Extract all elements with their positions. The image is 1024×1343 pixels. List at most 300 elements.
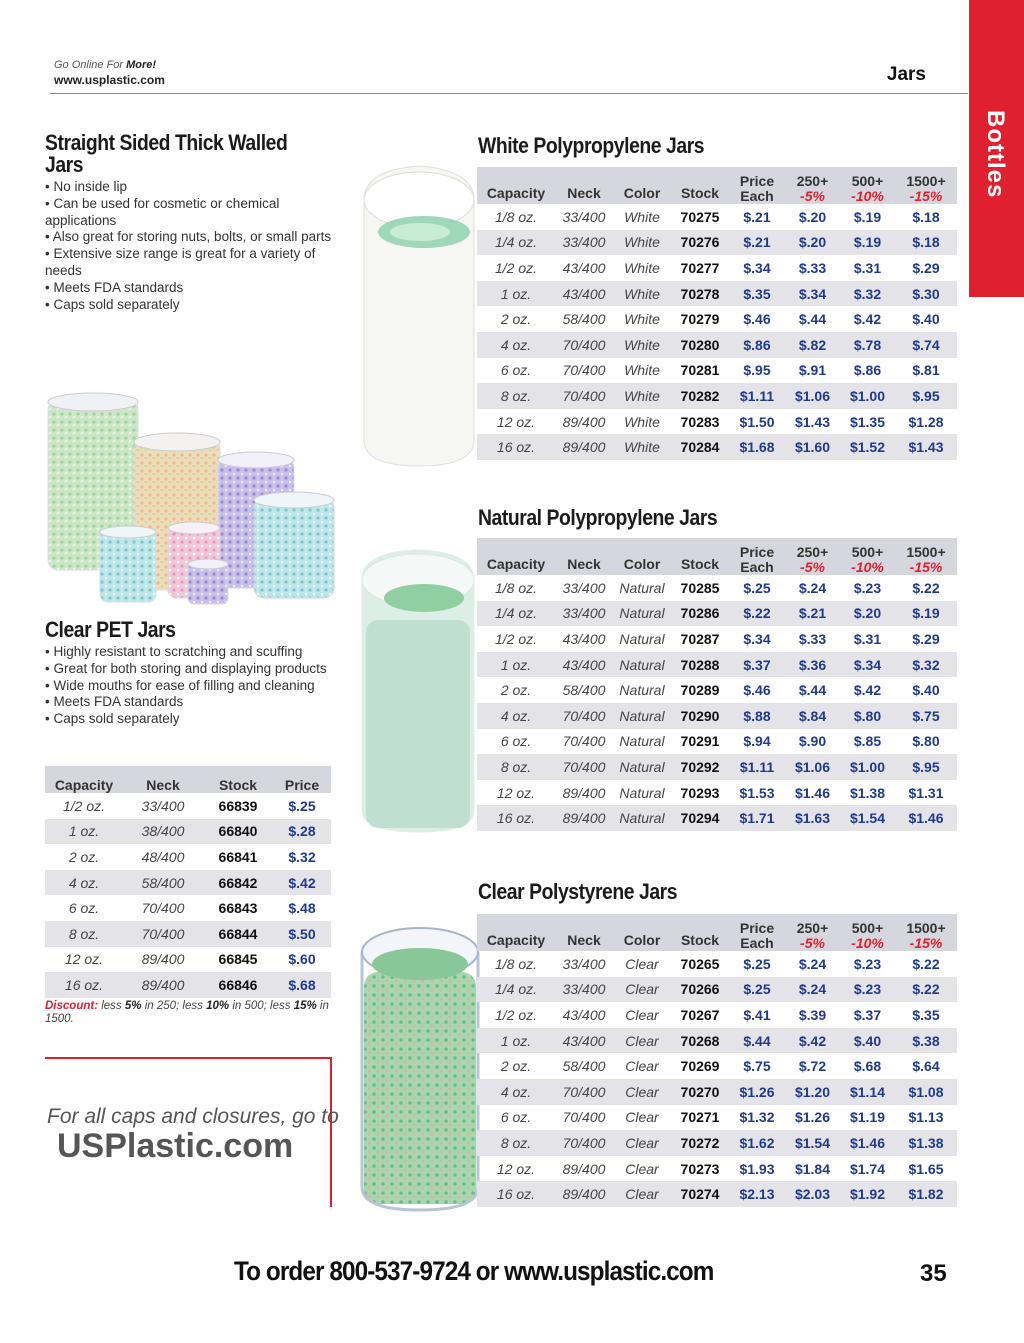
price-500-cell: $.31	[853, 259, 882, 276]
caps-promo-link[interactable]: USPlastic.com	[57, 1127, 294, 1165]
qty-250: 250+	[796, 920, 829, 936]
capacity-cell: 2 oz.	[500, 682, 532, 699]
caps-box-border-right	[330, 1057, 332, 1207]
bullet-item: • Can be used for cosmetic or chemical applications	[45, 195, 280, 228]
neck-cell: 70/400	[141, 900, 185, 917]
qty-500: 500+	[851, 544, 884, 560]
price-250-cell: $.84	[785, 703, 840, 729]
stock-cell: 70286	[671, 601, 729, 627]
price-cell: $.60	[288, 951, 316, 968]
price-1500-cell: $.40	[912, 311, 940, 328]
price-cell: $.48	[288, 900, 316, 917]
stock-cell: 70267	[680, 1006, 720, 1023]
capacity-cell: 1/2 oz.	[494, 1006, 538, 1023]
neck-cell: 43/400	[562, 630, 606, 647]
stock-cell: 70282	[671, 383, 729, 409]
capacity-cell: 1 oz.	[477, 1028, 555, 1054]
neck-cell: 33/400	[555, 601, 613, 627]
price-each-cell: $.25	[743, 579, 771, 596]
price-250-cell: $.33	[798, 259, 827, 276]
white-pp-title: White Polypropylene Jars	[478, 133, 705, 158]
price-each-cell: $1.62	[729, 1130, 785, 1156]
capacity-cell: 12 oz.	[496, 1160, 536, 1177]
price-1500-cell: $.95	[895, 383, 957, 409]
neck-cell: 58/400	[562, 1058, 606, 1075]
neck-cell: 43/400	[555, 281, 613, 307]
price-1500-cell: $.22	[912, 955, 940, 972]
price-250-cell: $1.43	[794, 413, 831, 430]
bullet-item: • No inside lip	[45, 179, 128, 194]
capacity-cell: 6 oz.	[500, 733, 532, 750]
color-cell: Clear	[625, 1109, 659, 1126]
bullet-item: • Extensive size range is great for a variety of needs	[45, 246, 316, 278]
stock-cell: 66839	[218, 797, 258, 814]
header-tagline: Go Online For More!	[54, 59, 157, 71]
table-row	[477, 977, 957, 1003]
neck-cell: 89/400	[555, 1181, 613, 1207]
natural-pp-price-table	[477, 538, 957, 831]
neck-cell: 89/400	[123, 972, 203, 998]
price-500-cell: $.86	[853, 362, 882, 379]
stock-cell: 70293	[680, 784, 720, 801]
color-cell: Clear	[625, 1160, 659, 1177]
col-250	[785, 538, 840, 575]
table-row	[477, 1181, 957, 1207]
qty-1500: 1500+	[906, 173, 946, 189]
capacity-cell: 8 oz.	[45, 921, 123, 947]
price-250-cell: $.20	[785, 230, 840, 256]
col-price-each	[729, 914, 785, 951]
price-each-cell: $1.71	[729, 805, 785, 831]
neck-cell: 70/400	[555, 383, 613, 409]
price-each-cell: $1.53	[739, 784, 775, 801]
table-row	[45, 793, 331, 819]
neck-cell: 89/400	[562, 784, 606, 801]
price-250-cell: $1.06	[785, 383, 840, 409]
capacity-cell: 8 oz.	[477, 1130, 555, 1156]
stock-cell: 70278	[671, 281, 729, 307]
price-500-cell: $.19	[853, 208, 882, 225]
capacity-cell: 4 oz.	[477, 332, 555, 358]
table-row	[477, 332, 957, 358]
table-row	[477, 652, 957, 678]
table-row	[45, 870, 331, 896]
color-cell: Clear	[613, 1130, 671, 1156]
color-cell: White	[624, 362, 660, 379]
price-500-cell: $.68	[853, 1058, 882, 1075]
capacity-cell: 1/2 oz.	[494, 630, 538, 647]
stock-cell: 70285	[680, 579, 720, 596]
stock-cell: 70271	[680, 1109, 720, 1126]
price-500-cell: $.37	[853, 1006, 882, 1023]
price-250-cell: $.24	[785, 977, 840, 1003]
col-neck: Neck	[555, 914, 613, 951]
price-1500-cell: $.29	[912, 259, 940, 276]
price-1500-cell: $1.82	[895, 1181, 957, 1207]
price-250-cell: $.91	[798, 362, 827, 379]
bullet-item: • Also great for storing nuts, bolts, or small parts	[45, 229, 332, 245]
disc-500: -10%	[851, 935, 884, 951]
color-cell: White	[613, 281, 671, 307]
straight-jars-title-2: Jars	[45, 152, 84, 177]
table-row	[477, 434, 957, 460]
capacity-cell: 1/8 oz.	[494, 579, 538, 596]
price-each-cell: $.37	[729, 652, 785, 678]
neck-cell: 43/400	[555, 652, 613, 678]
qty-1500: 1500+	[906, 544, 946, 560]
price-1500-cell: $.95	[895, 754, 957, 780]
bullet-item: • Meets FDA standards	[45, 279, 184, 295]
color-cell: Clear	[625, 955, 659, 972]
col-neck: Neck	[555, 538, 613, 575]
price-500-cell: $1.46	[840, 1130, 895, 1156]
stock-cell: 70265	[680, 955, 720, 972]
qty-1500: 1500+	[906, 920, 946, 936]
color-cell: Natural	[613, 652, 671, 678]
capacity-cell: 4 oz.	[477, 703, 555, 729]
stock-cell: 70270	[671, 1079, 729, 1105]
neck-cell: 70/400	[562, 733, 606, 750]
price-1500-cell: $.30	[895, 281, 957, 307]
neck-cell: 38/400	[123, 819, 203, 845]
color-cell: White	[624, 311, 660, 328]
table-row	[477, 951, 957, 977]
neck-cell: 33/400	[562, 955, 606, 972]
stock-cell: 70268	[671, 1028, 729, 1054]
col-stock: Stock	[671, 538, 729, 575]
header-divider	[50, 93, 968, 94]
color-cell: Clear	[613, 977, 671, 1003]
color-cell: White	[624, 259, 660, 276]
price-each-cell: $.86	[729, 332, 785, 358]
stock-cell: 66841	[218, 848, 258, 865]
table-row	[477, 626, 957, 652]
price-each-cell: $.25	[729, 977, 785, 1003]
price-250-cell: $.82	[785, 332, 840, 358]
table-row	[477, 1053, 957, 1079]
price-1500-cell: $1.28	[908, 413, 944, 430]
order-phone-footer[interactable]: To order 800-537-9724 or www.usplastic.com	[234, 1256, 714, 1286]
price-each-cell: $.21	[729, 230, 785, 256]
price-500-cell: $.34	[840, 652, 895, 678]
bullet-item: • Highly resistant to scratching and scuffing	[45, 644, 303, 659]
capacity-cell: 8 oz.	[477, 383, 555, 409]
bullet-item: • Great for both storing and displaying products	[45, 660, 327, 676]
neck-cell: 43/400	[562, 1006, 606, 1023]
price-1500-cell: $1.46	[895, 805, 957, 831]
price-500-cell: $1.00	[840, 754, 895, 780]
price-250-cell: $1.26	[794, 1109, 831, 1126]
price-1500-cell: $1.65	[908, 1160, 944, 1177]
col-capacity: Capacity	[477, 538, 555, 575]
qty-500: 500+	[851, 920, 884, 936]
neck-cell: 58/400	[562, 311, 606, 328]
table-row	[477, 575, 957, 601]
price-each-cell: $1.32	[739, 1109, 775, 1126]
price-each-cell: $2.13	[729, 1181, 785, 1207]
pet-jars-bullets	[45, 644, 335, 728]
table-row	[477, 1028, 957, 1054]
table-row	[477, 729, 957, 755]
header-url[interactable]: www.usplastic.com	[54, 73, 165, 87]
stock-cell: 70273	[680, 1160, 720, 1177]
price-each-cell: $.88	[729, 703, 785, 729]
color-cell: Natural	[619, 630, 665, 647]
table-row	[45, 947, 331, 973]
table-row	[477, 1156, 957, 1182]
capacity-cell: 12 oz.	[496, 784, 536, 801]
pet-jars-image	[44, 380, 336, 608]
neck-cell: 43/400	[555, 1028, 613, 1054]
capacity-cell: 8 oz.	[477, 754, 555, 780]
stock-cell: 70280	[671, 332, 729, 358]
capacity-cell: 2 oz.	[500, 311, 532, 328]
price-250-cell: $1.20	[785, 1079, 840, 1105]
color-cell: White	[613, 383, 671, 409]
stock-cell: 70274	[671, 1181, 729, 1207]
price-each-cell: $1.50	[739, 413, 775, 430]
disc-1500: -15%	[909, 935, 943, 951]
stock-cell: 70266	[671, 977, 729, 1003]
neck-cell: 89/400	[562, 413, 606, 430]
stock-cell: 70272	[671, 1130, 729, 1156]
stock-cell: 70294	[671, 805, 729, 831]
stock-cell: 66846	[203, 972, 273, 998]
price-500-cell: $1.00	[840, 383, 895, 409]
disc-1500: -15%	[909, 559, 943, 575]
price-250-cell: $.90	[798, 733, 827, 750]
qty-250: 250+	[796, 173, 829, 189]
color-cell: Natural	[619, 579, 665, 596]
price-each-cell: $.94	[743, 733, 771, 750]
price-each-cell: $1.26	[729, 1079, 785, 1105]
straight-jars-bullets	[45, 179, 335, 313]
col-capacity: Capacity	[477, 914, 555, 951]
col-250	[785, 167, 840, 204]
price-cell: $.42	[273, 870, 331, 896]
col-price: Price	[273, 766, 331, 793]
col-1500	[895, 914, 957, 951]
price-500-cell: $1.92	[840, 1181, 895, 1207]
bullet-item: • Caps sold separately	[45, 296, 180, 312]
price-250-cell: $.42	[785, 1028, 840, 1054]
table-row	[477, 255, 957, 281]
price-250-cell: $.72	[798, 1058, 827, 1075]
bottles-tab-label: Bottles	[982, 110, 1009, 199]
capacity-cell: 6 oz.	[68, 900, 100, 917]
col-1500	[895, 167, 957, 204]
capacity-cell: 2 oz.	[68, 848, 100, 865]
price-each-cell: $.44	[729, 1028, 785, 1054]
stock-cell: 70281	[680, 362, 720, 379]
price-label: Price	[739, 173, 775, 189]
disc-1500: -15%	[909, 188, 943, 204]
clear-ps-jar-image	[354, 912, 484, 1212]
discount-label: Discount:	[45, 1000, 99, 1012]
pet-discount-note	[45, 1000, 335, 1026]
neck-cell: 43/400	[562, 259, 606, 276]
price-1500-cell: $.64	[912, 1058, 940, 1075]
table-row	[45, 819, 331, 845]
price-each-cell: $.35	[729, 281, 785, 307]
price-250-cell: $.36	[785, 652, 840, 678]
neck-cell: 70/400	[555, 703, 613, 729]
stock-cell: 70277	[680, 259, 720, 276]
price-each-cell: $.22	[729, 601, 785, 627]
table-row	[477, 780, 957, 806]
price-500-cell: $.40	[840, 1028, 895, 1054]
capacity-cell: 1/4 oz.	[477, 230, 555, 256]
pet-jars-section	[45, 617, 335, 728]
capacity-cell: 1 oz.	[45, 819, 123, 845]
table-row	[45, 972, 331, 998]
capacity-cell: 1/2 oz.	[62, 797, 106, 814]
col-color: Color	[613, 914, 671, 951]
bottles-tab[interactable]	[969, 0, 1024, 297]
discount-text: in 1500.	[45, 1000, 329, 1025]
price-1500-cell: $.22	[912, 579, 940, 596]
page-number: 35	[920, 1260, 947, 1287]
caps-box-border-top	[45, 1057, 332, 1059]
table-row	[477, 601, 957, 627]
price-cell: $.32	[288, 848, 316, 865]
price-each-cell: $.34	[743, 259, 771, 276]
col-neck: Neck	[123, 766, 203, 793]
color-cell: White	[624, 208, 660, 225]
col-500	[840, 914, 895, 951]
disc-500: -10%	[851, 559, 884, 575]
color-cell: Natural	[613, 601, 671, 627]
price-cell: $.68	[273, 972, 331, 998]
table-row	[477, 1105, 957, 1131]
neck-cell: 58/400	[562, 682, 606, 699]
price-1500-cell: $1.08	[895, 1079, 957, 1105]
each-label: Each	[740, 935, 774, 951]
price-250-cell: $1.63	[785, 805, 840, 831]
color-cell: White	[613, 230, 671, 256]
price-each-cell: $.34	[743, 630, 771, 647]
neck-cell: 70/400	[555, 332, 613, 358]
neck-cell: 70/400	[562, 362, 606, 379]
stock-cell: 66843	[218, 900, 258, 917]
color-cell: Natural	[619, 733, 665, 750]
price-1500-cell: $.80	[912, 733, 940, 750]
price-1500-cell: $.18	[895, 230, 957, 256]
table-row	[477, 383, 957, 409]
capacity-cell: 16 oz.	[477, 805, 555, 831]
discount-text: in 500; less	[229, 1000, 294, 1012]
color-cell: White	[624, 413, 660, 430]
col-price-each	[729, 167, 785, 204]
col-price-each	[729, 538, 785, 575]
table-row	[477, 306, 957, 332]
price-500-cell: $.23	[853, 955, 882, 972]
color-cell: Clear	[613, 1028, 671, 1054]
price-500-cell: $.32	[840, 281, 895, 307]
capacity-cell: 12 oz.	[496, 413, 536, 430]
capacity-cell: 4 oz.	[45, 870, 123, 896]
each-label: Each	[740, 188, 774, 204]
col-capacity: Capacity	[477, 167, 555, 204]
price-500-cell: $1.35	[849, 413, 886, 430]
color-cell: Natural	[613, 805, 671, 831]
price-250-cell: $.34	[785, 281, 840, 307]
price-1500-cell: $.32	[895, 652, 957, 678]
table-row	[477, 358, 957, 384]
neck-cell: 33/400	[555, 977, 613, 1003]
price-500-cell: $.85	[853, 733, 882, 750]
capacity-cell: 4 oz.	[477, 1079, 555, 1105]
pet-jars-title: Clear PET Jars	[45, 617, 176, 642]
col-color: Color	[613, 167, 671, 204]
capacity-cell: 1/8 oz.	[494, 955, 538, 972]
price-label: Price	[739, 544, 775, 560]
price-500-cell: $1.52	[840, 434, 895, 460]
col-500	[840, 538, 895, 575]
white-pp-jar-image	[354, 140, 484, 470]
price-1500-cell: $.74	[895, 332, 957, 358]
table-row	[477, 230, 957, 256]
straight-jars-title-1: Straight Sided Thick Walled	[45, 130, 288, 155]
neck-cell: 70/400	[562, 1109, 606, 1126]
price-each-cell: $.75	[743, 1058, 771, 1075]
disc-250: -5%	[800, 935, 825, 951]
table-row	[477, 1002, 957, 1028]
price-500-cell: $.23	[840, 977, 895, 1003]
price-500-cell: $.78	[840, 332, 895, 358]
neck-cell: 70/400	[555, 1079, 613, 1105]
price-250-cell: $.33	[798, 630, 827, 647]
stock-cell: 70275	[680, 208, 720, 225]
capacity-cell: 1 oz.	[477, 281, 555, 307]
table-row	[45, 844, 331, 870]
capacity-cell: 16 oz.	[45, 972, 123, 998]
discount-15: 15%	[293, 1000, 317, 1012]
neck-cell: 33/400	[562, 208, 606, 225]
capacity-cell: 2 oz.	[500, 1058, 532, 1075]
white-pp-price-table	[477, 167, 957, 460]
col-stock: Stock	[671, 167, 729, 204]
stock-cell: 70289	[680, 682, 720, 699]
price-1500-cell: $1.38	[895, 1130, 957, 1156]
price-500-cell: $.42	[853, 682, 882, 699]
price-500-cell: $1.14	[840, 1079, 895, 1105]
neck-cell: 89/400	[141, 951, 185, 968]
each-label: Each	[740, 559, 774, 575]
price-1500-cell: $.22	[895, 977, 957, 1003]
stock-cell: 66845	[218, 951, 258, 968]
clear-ps-price-table	[477, 914, 957, 1207]
capacity-cell: 1/4 oz.	[477, 601, 555, 627]
capacity-cell: 1 oz.	[477, 652, 555, 678]
capacity-cell: 16 oz.	[477, 1181, 555, 1207]
neck-cell: 48/400	[141, 848, 185, 865]
price-250-cell: $.24	[798, 579, 827, 596]
price-1500-cell: $.29	[912, 630, 940, 647]
stock-cell: 70276	[671, 230, 729, 256]
neck-cell: 89/400	[562, 1160, 606, 1177]
qty-500: 500+	[851, 173, 884, 189]
straight-jars-section	[45, 130, 335, 313]
price-250-cell: $.39	[798, 1006, 827, 1023]
price-cell: $.50	[273, 921, 331, 947]
stock-cell: 70291	[680, 733, 720, 750]
stock-cell: 66842	[203, 870, 273, 896]
stock-cell: 70288	[671, 652, 729, 678]
bullet-item: • Meets FDA standards	[45, 694, 184, 710]
neck-cell: 70/400	[555, 1130, 613, 1156]
color-cell: White	[613, 434, 671, 460]
